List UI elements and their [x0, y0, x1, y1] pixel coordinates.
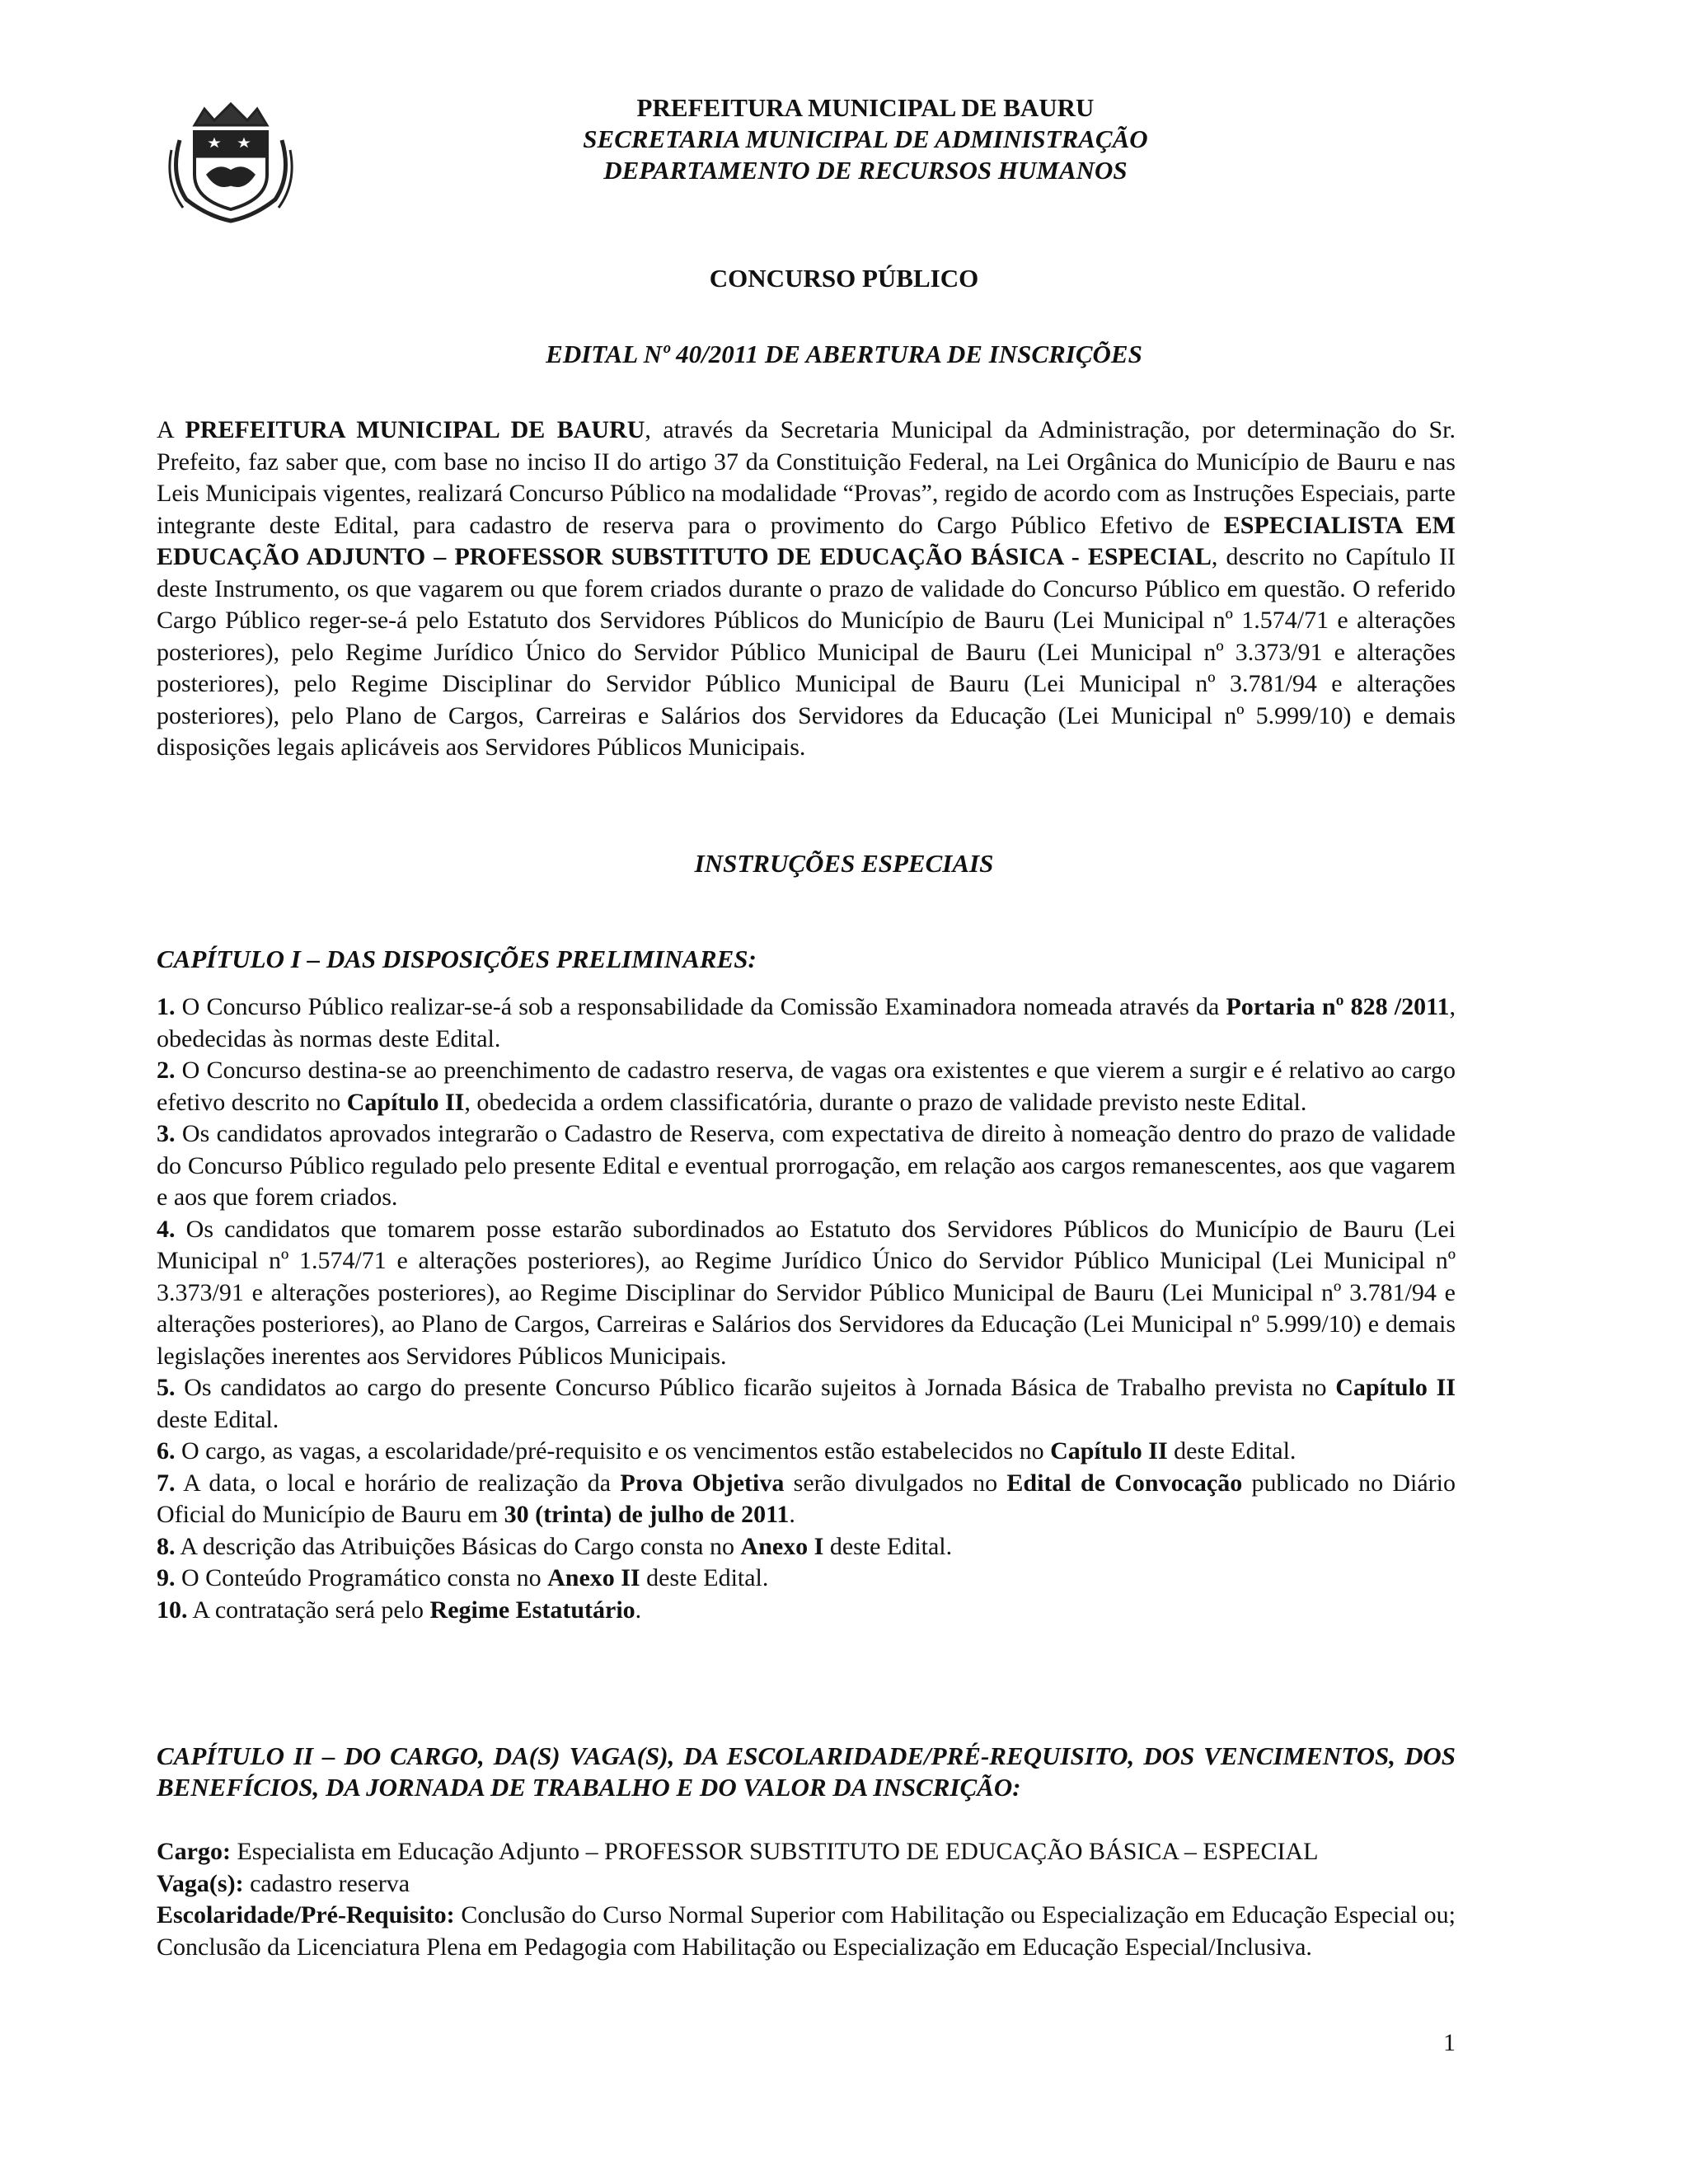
header-prefeitura: PREFEITURA MUNICIPAL DE BAURU: [636, 93, 1095, 122]
edital-title: EDITAL Nº 40/2011 DE ABERTURA DE INSCRIÇÕES: [546, 340, 1142, 368]
chapter2-details: [157, 1836, 1456, 1963]
municipal-crest-icon: [162, 92, 300, 231]
cargo-line: Cargo: Especialista em Educação Adjunto – PROFESSOR SUBSTITUTO DE EDUCAÇÃO BÁSICA – ESPECIAL: [157, 1838, 1319, 1865]
vagas-line: Vaga(s): cadastro reserva: [157, 1869, 410, 1897]
list-item: 1. O Concurso Público realizar-se-á sob a responsabilidade da Comissão Examinadora nomeada através da Portaria nº 828 /2011, obedecidas às normas deste Edital.: [157, 993, 1456, 1052]
header-departamento: DEPARTAMENTO DE RECURSOS HUMANOS: [603, 156, 1128, 185]
chapter1-title: CAPÍTULO I – DAS DISPOSIÇÕES PRELIMINARES:: [157, 944, 757, 973]
list-item: 6. O cargo, as vagas, a escolaridade/pré-requisito e os vencimentos estão estabelecidos no Capítulo II deste Edital.: [157, 1437, 1296, 1465]
list-item: 4. Os candidatos que tomarem posse estarão subordinados ao Estatuto dos Servidores Públicos do Município de Bauru (Lei Municipal nº 1.574/71 e alterações posteriores), ao Regime Jurídico Único do Servidor Público Municipal (Lei Municipal nº 3.373/91 e alterações posteriores), ao Regime Disciplinar do Servidor Público Municipal de Bauru (Lei Municipal nº 3.781/94 e alterações posteriores), ao Plano de Cargos, Carreiras e Salários dos Servidores da Educação (Lei Municipal nº 5.999/10) e demais legislações inerentes aos Servidores Públicos Municipais.: [157, 1215, 1456, 1370]
list-item: 7. A data, o local e horário de realização da Prova Objetiva serão divulgados no Edital de Convocação publicado no Diário Oficial do Município de Bauru em 30 (trinta) de julho de 2011.: [157, 1469, 1456, 1528]
document-header: [495, 92, 1236, 186]
header-secretaria: SECRETARIA MUNICIPAL DE ADMINISTRAÇÃO: [583, 124, 1148, 153]
escolaridade-line: Escolaridade/Pré-Requisito: Conclusão do Curso Normal Superior com Habilitação ou Especialização em Educação Especial ou; Conclusão da Licenciatura Plena em Pedagogia com Habilitação ou Especialização em Educação Especial/Inclusiva.: [157, 1901, 1456, 1961]
list-item: 2. O Concurso destina-se ao preenchimento de cadastro reserva, de vagas ora existentes e que vierem a surgir e é relativo ao cargo efetivo descrito no Capítulo II, obedecida a ordem classificatória, durante o prazo de validade previsto neste Edital.: [157, 1057, 1456, 1116]
list-item: 10. A contratação será pelo Regime Estatutário.: [157, 1596, 642, 1624]
list-item: 8. A descrição das Atribuições Básicas do Cargo consta no Anexo I deste Edital.: [157, 1532, 953, 1560]
chapter2-title: CAPÍTULO II – DO CARGO, DA(S) VAGA(S), DA ESCOLARIDADE/PRÉ-REQUISITO, DOS VENCIMENTOS, DOS BENEFÍCIOS, DA JORNADA DE TRABALHO E DO VALOR DA INSCRIÇÃO:: [157, 1741, 1456, 1802]
list-item: 9. O Conteúdo Programático consta no Anexo II deste Edital.: [157, 1564, 769, 1591]
list-item: 5. Os candidatos ao cargo do presente Concurso Público ficarão sujeitos à Jornada Básica de Trabalho prevista no Capítulo II deste Edital.: [157, 1374, 1456, 1433]
chapter1-items: [157, 991, 1456, 1626]
concurso-title: CONCURSO PÚBLICO: [709, 264, 979, 293]
instrucoes-title: INSTRUÇÕES ESPECIAIS: [694, 849, 994, 878]
intro-paragraph: A PREFEITURA MUNICIPAL DE BAURU, através da Secretaria Municipal da Administração, por determinação do Sr. Prefeito, faz saber que, com base no inciso II do artigo 37 da Constituição Federal, na Lei Orgânica do Município de Bauru e nas Leis Municipais vigentes, realizará Concurso Público na modalidade “Provas”, regido de acordo com as Instruções Especiais, parte integrante deste Edital, para cadastro de reserva para o provimento do Cargo Público Efetivo de ESPECIALISTA EM EDUCAÇÃO ADJUNTO – PROFESSOR SUBSTITUTO DE EDUCAÇÃO BÁSICA - ESPECIAL, descrito no Capítulo II deste Instrumento, os que vagarem ou que forem criados durante o prazo de validade do Concurso Público em questão. O referido Cargo Público reger-se-á pelo Estatuto dos Servidores Públicos do Município de Bauru (Lei Municipal nº 1.574/71 e alterações posteriores), pelo Regime Jurídico Único do Servidor Público Municipal de Bauru (Lei Municipal nº 3.373/91 e alterações posteriores), pelo Regime Disciplinar do Servidor Público Municipal de Bauru (Lei Municipal nº 3.781/94 e alterações posteriores), pelo Plano de Cargos, Carreiras e Salários dos Servidores da Educação (Lei Municipal nº 5.999/10) e demais disposições legais aplicáveis aos Servidores Públicos Municipais.: [157, 416, 1456, 761]
list-item: 3. Os candidatos aprovados integrarão o Cadastro de Reserva, com expectativa de direito à nomeação dentro do prazo de validade do Concurso Público regulado pelo presente Edital e eventual prorrogação, em relação aos cargos remanescentes, aos que vagarem e aos que forem criados.: [157, 1120, 1456, 1211]
page-number: 1: [1443, 2029, 1456, 2056]
